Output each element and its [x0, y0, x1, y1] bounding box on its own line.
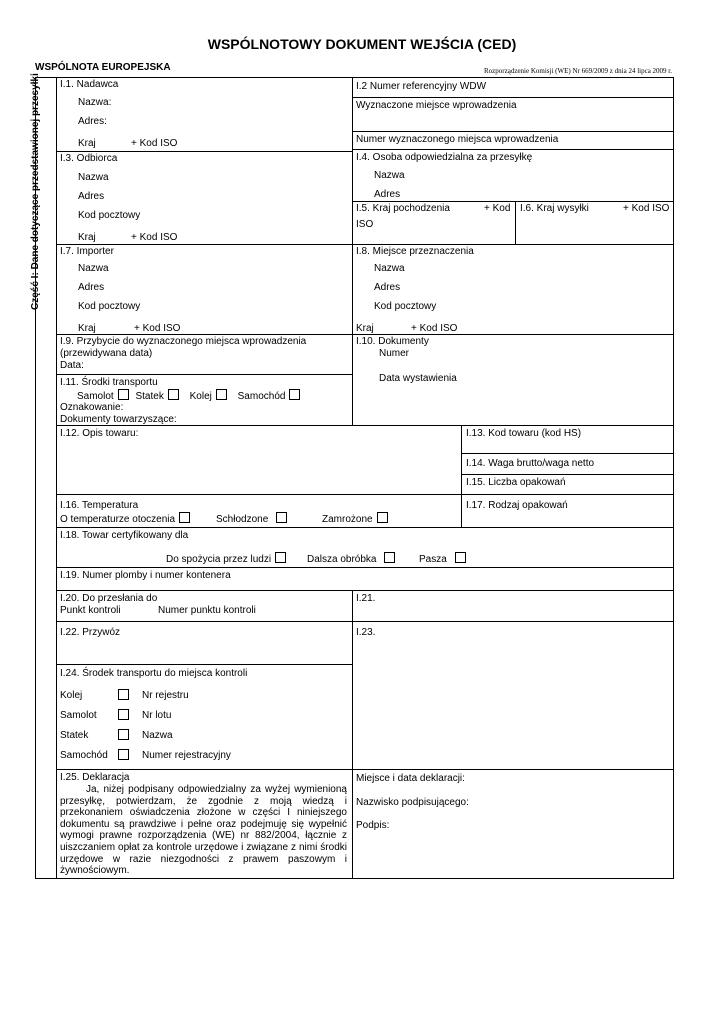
i7-name: Nazwa: [78, 263, 109, 274]
i5-label: I.5. Kraj pochodzenia: [356, 203, 450, 214]
i16-chilled: [216, 512, 287, 526]
i25-place-date: Miejsce i data deklaracji:: [356, 773, 465, 784]
i16-ambient: [60, 512, 190, 526]
i18-label: I.18. Towar certyfikowany dla: [60, 530, 189, 541]
divider: [56, 590, 674, 591]
i25-signatory: Nazwisko podpisującego:: [356, 797, 469, 808]
i7-postcode: Kod pocztowy: [78, 301, 141, 312]
i11-ship-checkbox[interactable]: [168, 389, 179, 400]
i10-label: I.10. Dokumenty: [356, 336, 429, 347]
i18-feed-label: Pasza: [419, 554, 447, 565]
i20-point: Punkt kontroli: [60, 605, 121, 616]
i25-label: I.25. Deklaracja: [60, 772, 130, 783]
i3-name: Nazwa: [78, 172, 109, 183]
divider: [56, 621, 674, 622]
i18-human: [166, 552, 286, 566]
i16-frozen-checkbox[interactable]: [377, 512, 388, 523]
i1-iso: + Kod ISO: [131, 138, 178, 149]
i8-iso: + Kod ISO: [411, 323, 458, 334]
i17-label: I.17. Rodzaj opakowań: [466, 500, 568, 511]
i15-label: I.15. Liczba opakowań: [466, 477, 566, 488]
divider: [56, 527, 674, 528]
divider: [461, 474, 674, 475]
i11-plane-checkbox[interactable]: [118, 389, 129, 400]
i24-road-checkbox[interactable]: [118, 749, 129, 760]
i18-feed-checkbox[interactable]: [455, 552, 466, 563]
column-divider: [461, 425, 462, 527]
i14-label: I.14. Waga brutto/waga netto: [466, 458, 595, 469]
divider: [56, 494, 674, 495]
i9-label: I.9. Przybycie do wyznaczonego miejsca wprowadzenia: [60, 336, 307, 347]
i11-ship-label: Statek: [135, 391, 164, 402]
i11-rail-checkbox[interactable]: [216, 389, 227, 400]
i25-declaration-text: [60, 784, 347, 877]
i11-rail-label: Kolej: [189, 391, 212, 402]
i16-ambient-checkbox[interactable]: [179, 512, 190, 523]
i2-dpe: Wyznaczone miejsce wprowadzenia: [356, 100, 517, 111]
i18-human-checkbox[interactable]: [275, 552, 286, 563]
i5-iso-cont: ISO: [356, 219, 374, 230]
i10-issue-date: Data wystawienia: [379, 373, 457, 384]
side-column-divider: [56, 77, 57, 879]
i7-address: Adres: [78, 282, 105, 293]
form-frame: [35, 77, 674, 879]
i13-label: I.13. Kod towaru (kod HS): [466, 428, 582, 439]
i24-road-label: Samochód: [60, 750, 108, 761]
i20-point-number: Numer punktu kontroli: [158, 605, 256, 616]
i11-label: I.11. Środki transportu: [60, 377, 158, 388]
i11-modes: [77, 389, 300, 403]
i7-country: Kraj: [78, 323, 96, 334]
i2-label: I.2 Numer referencyjny WDW: [356, 81, 487, 92]
i21-label: I.21.: [356, 593, 376, 604]
i24-road-field: Numer rejestracyjny: [142, 750, 231, 761]
i3-address: Adres: [78, 191, 105, 202]
i8-country: Kraj: [356, 323, 374, 334]
i24-rail-field: Nr rejestru: [142, 690, 189, 701]
i1-name: Nazwa:: [78, 97, 112, 108]
i11-documents: Dokumenty towarzyszące:: [60, 414, 177, 425]
regulation-reference: Rozporządzenie Komisji (WE) Nr 669/2009 z dnia 24 lipca 2009 r.: [484, 67, 672, 75]
declaration-paragraph: Ja, niżej podpisany odpowiedzialny za wyżej wymienioną przesyłkę, potwierdzam, że zgodnie z moją wiedzą i przekonaniem oświadczenia złożone w części I niniejszego dokumentu są prawdziwe i pełne oraz podejmuję się wypełnić wymogi prawne rozporządzenia (WE) nr 882/2004, łącznie z uiszczaniem opłat za kontrole urzędowe i związane z nimi środki urzędowe w razie niezgodności z prawem paszowym i żywnościowym.: [60, 784, 347, 877]
i11-plane-label: Samolot: [77, 391, 114, 402]
i24-plane-label: Samolot: [60, 710, 97, 721]
i1-label: I.1. Nadawca: [60, 79, 119, 90]
i8-label: I.8. Miejsce przeznaczenia: [356, 246, 474, 257]
i3-country: Kraj: [78, 232, 96, 243]
i16-frozen: [322, 512, 388, 526]
i22-label: I.22. Przywóz: [60, 627, 121, 638]
divider: [352, 131, 674, 132]
i24-rail-checkbox[interactable]: [118, 689, 129, 700]
divider: [56, 567, 674, 568]
i8-name: Nazwa: [374, 263, 405, 274]
divider: [56, 244, 674, 245]
i3-label: I.3. Odbiorca: [60, 153, 118, 164]
i1-country: Kraj: [78, 138, 96, 149]
i2-dpe-number: Numer wyznaczonego miejsca wprowadzenia: [356, 134, 559, 145]
community-label: WSPÓLNOTA EUROPEJSKA: [35, 62, 171, 73]
i4-name: Nazwa: [374, 170, 405, 181]
column-divider: [352, 590, 353, 879]
i24-ship-checkbox[interactable]: [118, 729, 129, 740]
i3-postcode: Kod pocztowy: [78, 210, 141, 221]
i24-plane-field: Nr lotu: [142, 710, 172, 721]
i23-label: I.23.: [356, 627, 376, 638]
i24-rail-label: Kolej: [60, 690, 83, 701]
divider: [352, 149, 674, 150]
i3-iso: + Kod ISO: [131, 232, 178, 243]
i16-frozen-label: Zamrożone: [322, 514, 373, 525]
divider: [352, 201, 674, 202]
i24-label: I.24. Środek transportu do miejsca kontroli: [60, 668, 248, 679]
i24-plane-checkbox[interactable]: [118, 709, 129, 720]
i19-label: I.19. Numer plomby i numer kontenera: [60, 570, 231, 581]
i6-iso: + Kod ISO: [623, 203, 670, 214]
divider: [56, 151, 352, 152]
i11-identification: Oznakowanie:: [60, 402, 124, 413]
i18-processing-checkbox[interactable]: [384, 552, 395, 563]
divider: [56, 769, 674, 770]
i4-address: Adres: [374, 189, 401, 200]
i24-ship-field: Nazwa: [142, 730, 173, 741]
column-divider: [352, 77, 353, 425]
divider: [352, 97, 674, 98]
i16-chilled-checkbox[interactable]: [276, 512, 287, 523]
i7-label: I.7. Importer: [60, 246, 114, 257]
i16-ambient-label: O temperaturze otoczenia: [60, 514, 176, 525]
column-divider: [515, 201, 516, 244]
i6-label: I.6. Kraj wysyłki: [520, 203, 589, 214]
i11-road-label: Samochód: [237, 391, 286, 402]
i5-iso: + Kod: [484, 203, 511, 214]
i7-iso: + Kod ISO: [134, 323, 181, 334]
i24-ship-label: Statek: [60, 730, 89, 741]
divider: [56, 374, 352, 375]
i11-road-checkbox[interactable]: [289, 389, 300, 400]
i4-label: I.4. Osoba odpowiedzialna za przesyłkę: [356, 152, 533, 163]
part-label: Część I: Dane dotyczące przedstawionej przesyłki: [30, 73, 41, 310]
i16-chilled-label: Schłodzone: [216, 514, 269, 525]
document-title: WSPÓLNOTOWY DOKUMENT WEJŚCIA (CED): [207, 36, 517, 52]
i18-processing-label: Dalsza obróbka: [307, 554, 377, 565]
divider: [56, 664, 352, 665]
i16-label: I.16. Temperatura: [60, 500, 139, 511]
i25-signature: Podpis:: [356, 820, 390, 831]
i9-date: Data:: [60, 360, 84, 371]
i10-number: Numer: [379, 348, 410, 359]
divider: [461, 453, 674, 454]
i1-address: Adres:: [78, 116, 107, 127]
i8-postcode: Kod pocztowy: [374, 301, 437, 312]
i12-label: I.12. Opis towaru:: [60, 428, 139, 439]
i18-processing: [307, 552, 395, 566]
i18-human-label: Do spożycia przez ludzi: [166, 554, 272, 565]
i8-address: Adres: [374, 282, 401, 293]
i20-label: I.20. Do przesłania do: [60, 593, 158, 604]
i18-feed: [419, 552, 466, 566]
i9-sub: (przewidywana data): [60, 348, 153, 359]
